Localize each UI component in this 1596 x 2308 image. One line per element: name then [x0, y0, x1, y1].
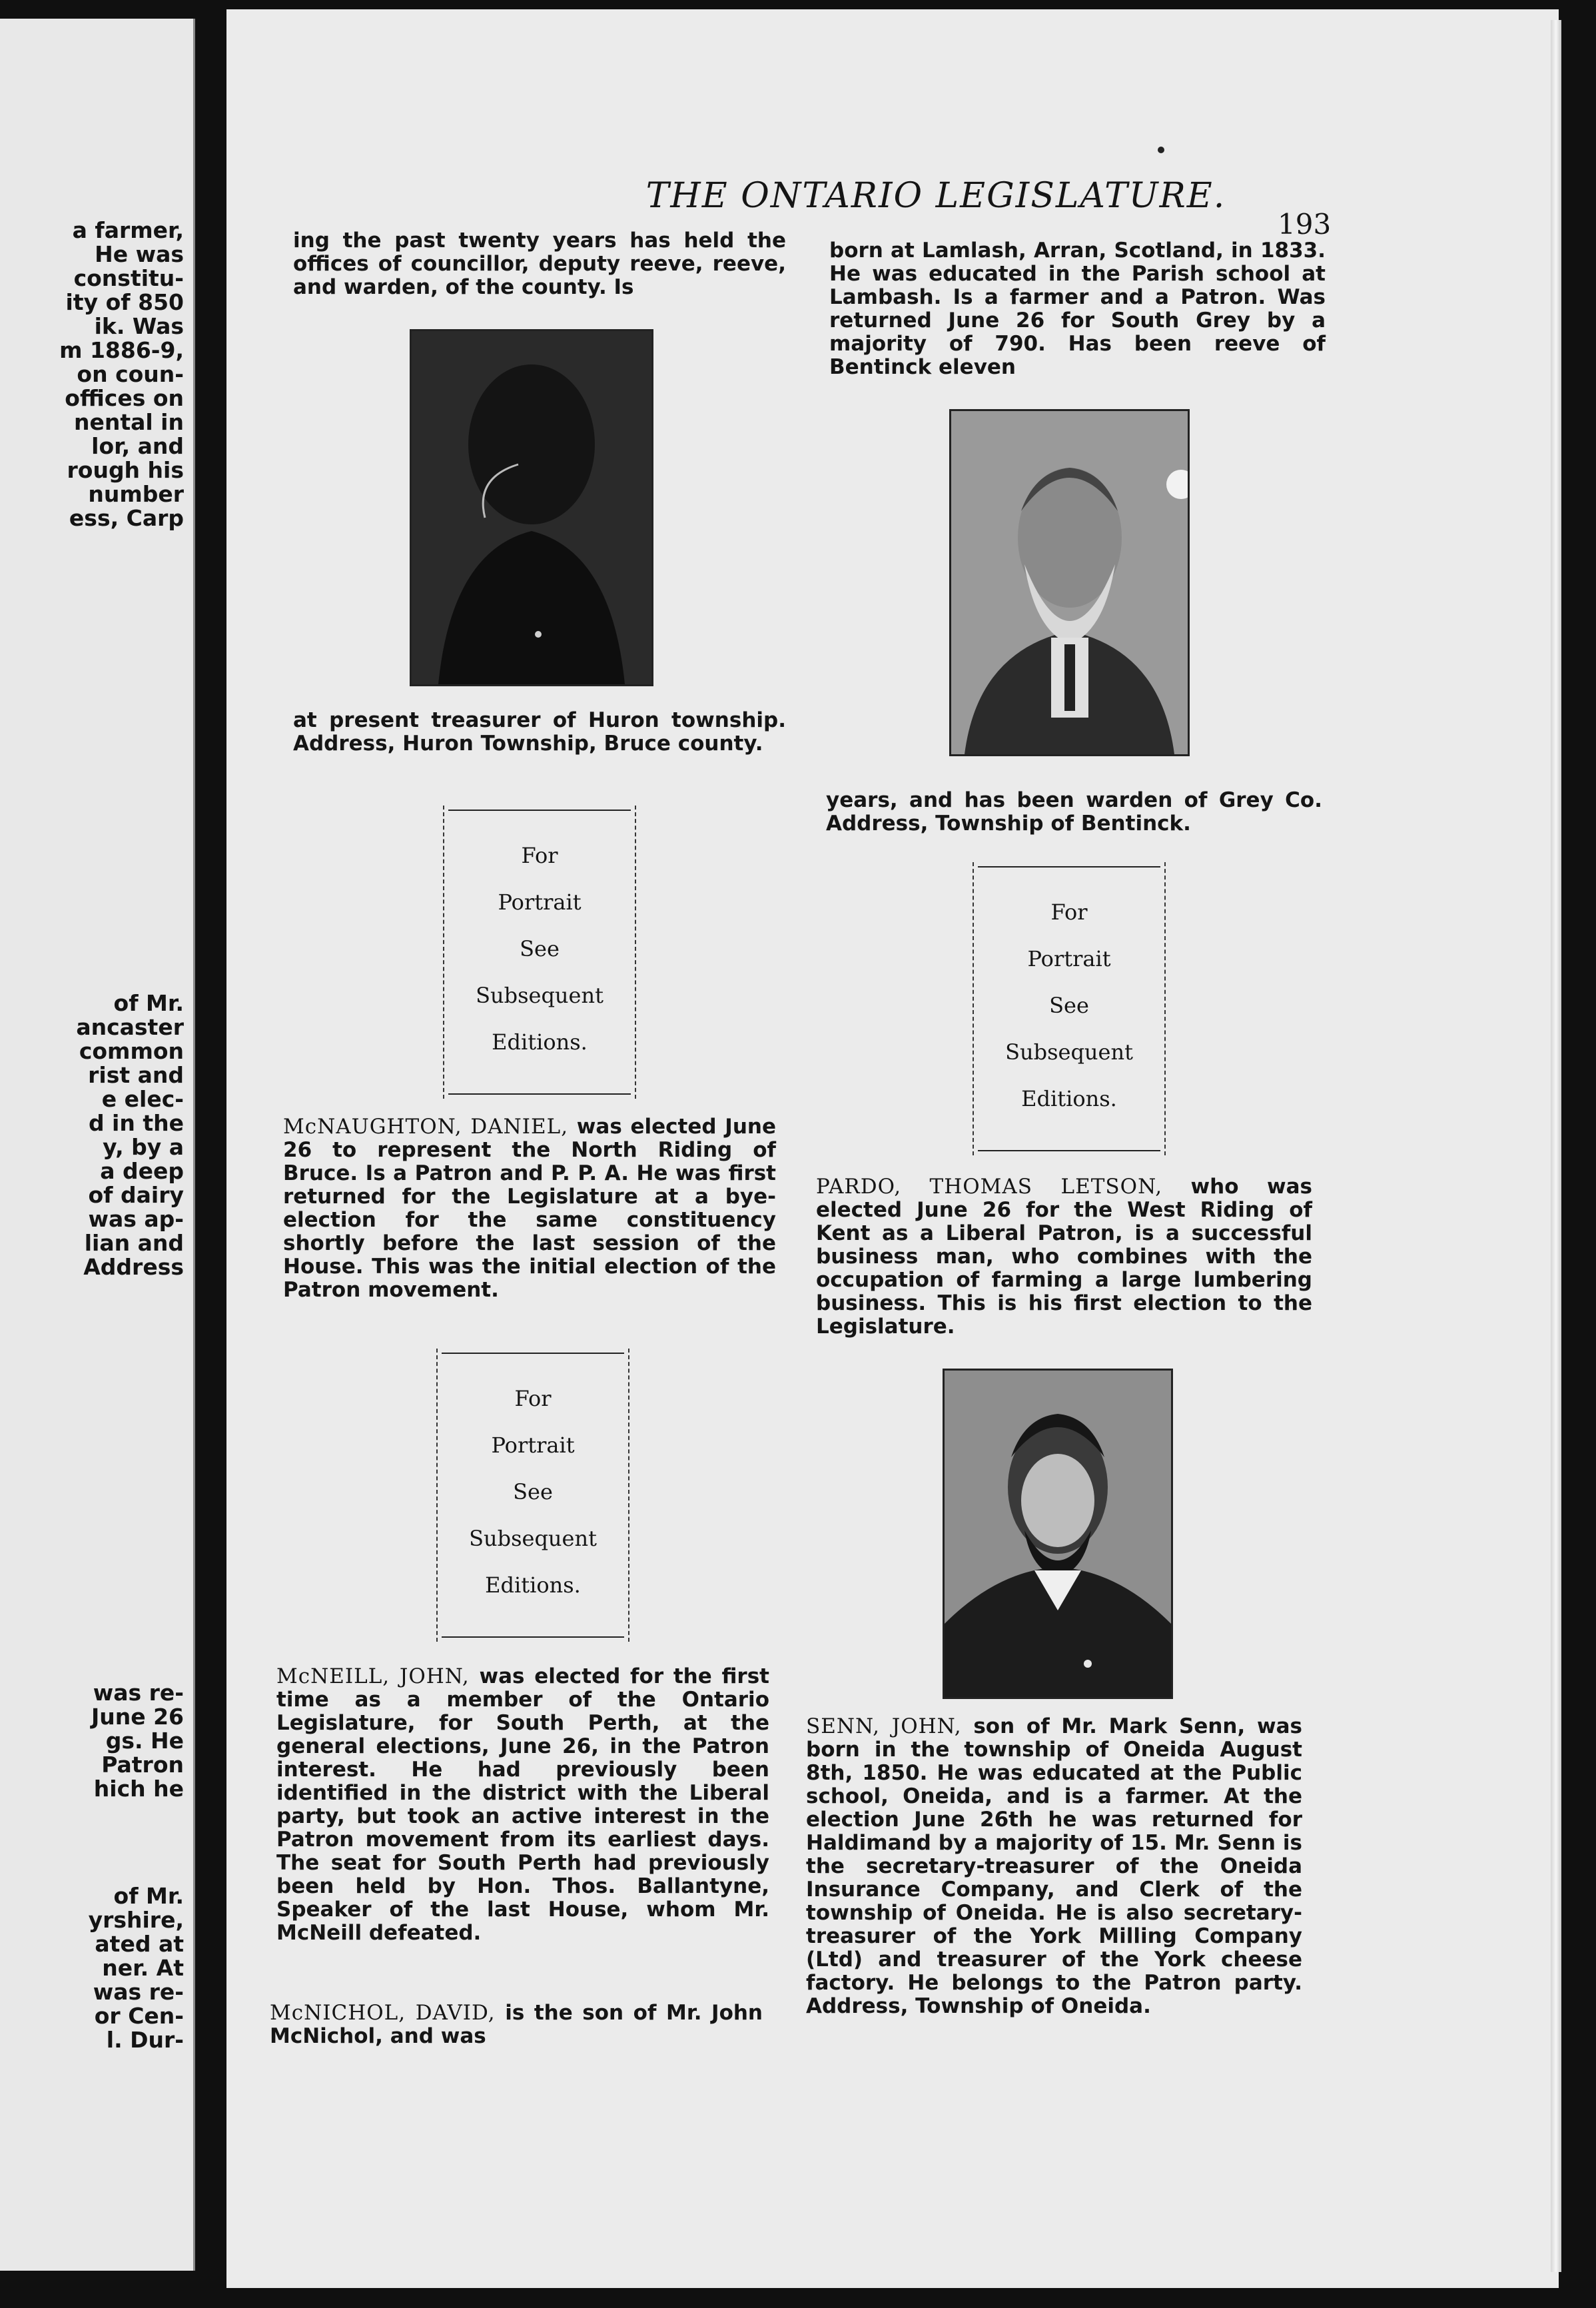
portrait-bearded-man-drawing [951, 411, 1188, 754]
facing-line: or Cen- [94, 2003, 184, 2029]
facing-line: of Mr. [113, 1883, 184, 1909]
entry-mcnaughton [283, 1115, 776, 1302]
entry-pardo [816, 1175, 1312, 1339]
entry-body: is the son of Mr. John McNichol, and was [270, 2001, 763, 2048]
running-header: THE ONTARIO LEGISLATURE. [645, 176, 1226, 216]
facing-line: common [79, 1038, 184, 1064]
facing-line: constitu- [73, 265, 184, 291]
facing-line: ner. At [102, 1955, 184, 1981]
portrait-senn-drawing [945, 1371, 1171, 1697]
facing-line: was ap- [88, 1206, 184, 1232]
facing-line: of dairy [88, 1182, 184, 1208]
entry-name: McNAUGHTON, DANIEL, [283, 1115, 569, 1139]
placeholder-line: Portrait [491, 1433, 575, 1458]
placeholder-line: Portrait [1027, 946, 1111, 971]
portrait-photo-left [410, 329, 653, 686]
placeholder-line: Portrait [498, 889, 582, 915]
facing-line: d in the [88, 1110, 184, 1136]
paragraph-huron-address: at present treasurer of Huron township. Address, Huron Township, Bruce county. [293, 708, 786, 756]
facing-line: offices on [65, 385, 184, 411]
facing-line: m 1886-9, [59, 337, 184, 363]
placeholder-line: See [1049, 993, 1089, 1018]
facing-line: ity of 850 [65, 289, 184, 315]
facing-line: ess, Carp [69, 505, 184, 531]
facing-line: was re- [93, 1680, 184, 1706]
entry-senn [806, 1715, 1302, 2018]
entry-name: McNICHOL, DAVID, [270, 2001, 496, 2025]
facing-line: l. Dur- [106, 2027, 184, 2053]
book-page [226, 9, 1559, 2288]
facing-line: was re- [93, 1979, 184, 2005]
entry-body: son of Mr. Mark Senn, was born in the township of Oneida August 8th, 1850. He was educated at the Public school, Oneida, and is a farmer. At the election June 26th he was returned for Haldimand by a majority of 15. Mr. Senn is the secretary-treasurer of the Oneida Insurance Company, and Clerk of the township of Oneida. He is also secretary-treasurer of the York Milling Company (Ltd) and treasurer of the York cheese factory. He belongs to the Patron party. Address, Township of Oneida. [806, 1714, 1302, 2018]
page-number: 193 [1278, 208, 1332, 241]
facing-line: a deep [100, 1158, 184, 1184]
portrait-placeholder-1 [443, 806, 636, 1099]
facing-line: rough his [67, 457, 184, 483]
placeholder-line: For [1050, 899, 1088, 925]
portrait-silhouette [412, 331, 651, 684]
placeholder-line: See [520, 936, 560, 961]
facing-line: hich he [93, 1776, 184, 1802]
placeholder-line: Editions. [1021, 1086, 1117, 1111]
facing-line: of Mr. [113, 990, 184, 1016]
facing-line: lian and [84, 1230, 184, 1256]
facing-line: on coun- [77, 361, 184, 387]
placeholder-line: For [521, 843, 558, 868]
facing-line: Patron [101, 1752, 184, 1778]
facing-line: gs. He [105, 1728, 184, 1754]
placeholder-line: For [514, 1386, 552, 1411]
facing-line: yrshire, [88, 1907, 184, 1933]
placeholder-line: See [513, 1479, 553, 1504]
facing-line: ated at [95, 1931, 184, 1957]
facing-line: He was [95, 241, 184, 267]
placeholder-line: Subsequent [1005, 1039, 1133, 1065]
portrait-photo-bearded-man [949, 409, 1190, 756]
portrait-placeholder-2 [436, 1349, 629, 1642]
facing-line: ik. Was [94, 313, 184, 339]
facing-page-fragment [0, 19, 195, 2271]
intro-paragraph-left: ing the past twenty years has held the offices of councillor, deputy reeve, reeve, and warden, of the county. Is [293, 229, 786, 299]
entry-body: was elected for the first time as a member of the Ontario Legislature, for South Perth, at the general elections, June 26, in the Patron interest. He had previously been identified in the district with the Liberal party, but took an active interest in the Patron movement from its earliest days. The seat for South Perth had previously been held by Hon. Thos. Ballantyne, Speaker of the last House, whom Mr. McNeill defeated. [276, 1664, 769, 1945]
portrait-placeholder-3 [973, 862, 1166, 1155]
facing-line: y, by a [103, 1134, 184, 1160]
facing-line: nental in [73, 409, 184, 435]
entry-name: SENN, JOHN, [806, 1714, 962, 1738]
facing-line: Address [83, 1254, 184, 1280]
facing-line: lor, and [91, 433, 184, 459]
facing-line: e elec- [101, 1086, 184, 1112]
facing-line: a farmer, [72, 217, 184, 243]
facing-line: number [88, 481, 184, 507]
entry-body: who was elected June 26 for the West Riding of Kent as a Liberal Patron, is a successful business man, who combines with the occupation of farming a large lumbering business. This is his first election to the Legislature. [816, 1175, 1313, 1339]
entry-mcnichol [270, 2002, 763, 2048]
entry-name: McNEILL, JOHN, [276, 1664, 470, 1688]
page-edge [1551, 20, 1561, 2272]
placeholder-line: Subsequent [469, 1526, 597, 1551]
facing-line: June 26 [91, 1704, 184, 1730]
placeholder-line: Subsequent [476, 983, 603, 1008]
ink-speck [1158, 147, 1164, 153]
intro-paragraph-right: born at Lamlash, Arran, Scotland, in 1833. He was educated in the Parish school at Lambash. Is a farmer and a Patron. Was returned June 26 for South Grey by a majority of 790. Has been reeve of Bentinck eleven [829, 239, 1326, 379]
placeholder-line: Editions. [492, 1029, 588, 1055]
entry-name: PARDO, THOMAS LETSON, [816, 1175, 1163, 1199]
paragraph-bentinck-address: years, and has been warden of Grey Co. Address, Township of Bentinck. [826, 788, 1322, 836]
portrait-photo-senn [943, 1369, 1173, 1699]
entry-mcneill [276, 1665, 769, 1945]
placeholder-line: Editions. [485, 1572, 581, 1598]
facing-line: ancaster [76, 1014, 184, 1040]
entry-body: was elected June 26 to represent the North Riding of Bruce. Is a Patron and P. P. A. He was first returned for the Legislature at a bye-election for the same constituency shortly before the last session of the House. This was the initial election of the Patron movement. [283, 1115, 776, 1302]
facing-line: rist and [88, 1062, 184, 1088]
